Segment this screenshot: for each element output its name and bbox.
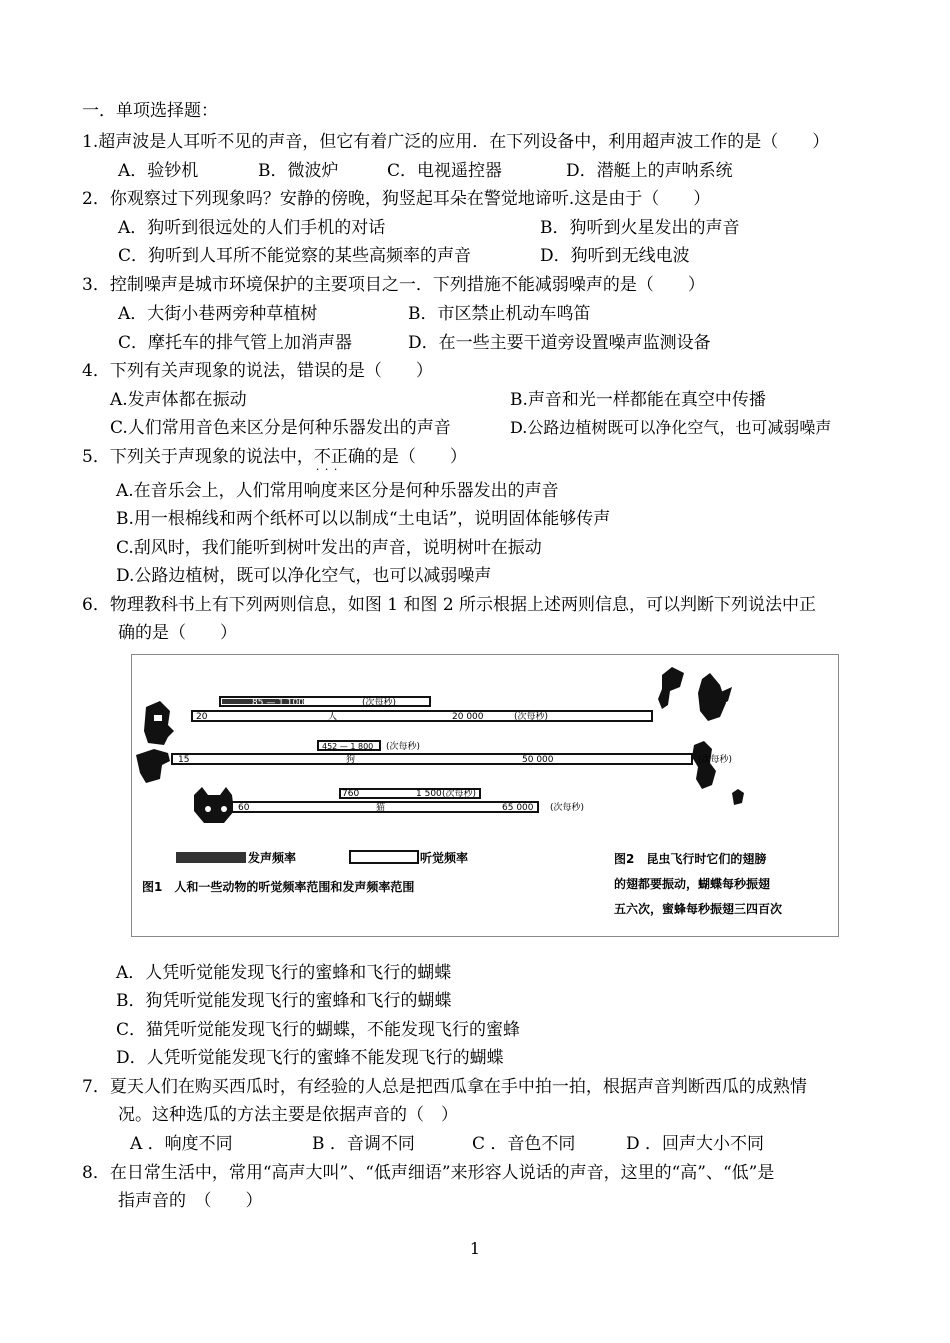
cat-hear-low: 60 <box>238 803 250 813</box>
fig2-caption-line2: 的翅都要振动，蝴蝶每秒振翅 <box>614 877 771 891</box>
question-8-stem-line2: 指声音的 （ ） <box>118 1191 263 1211</box>
q6-option-c: C．猫凭听觉能发现飞行的蝴蝶，不能发现飞行的蜜蜂 <box>116 1020 521 1040</box>
q2-option-b: B．狗听到火星发出的声音 <box>540 218 740 238</box>
human-hear-bar <box>192 711 652 721</box>
cat-icon <box>194 787 234 823</box>
fig2-caption-line1: 图2 昆虫飞行时它们的翅膀 <box>614 852 767 866</box>
legend-hear-swatch <box>350 851 418 863</box>
q3-option-c: C．摩托车的排气管上加消声器 <box>118 333 353 353</box>
human-label: 人 <box>328 712 338 722</box>
q5-option-b: B.用一根棉线和两个纸杯可以以制成“土电话”，说明固体能够传声 <box>116 509 611 529</box>
cat-emit-unit: (次每秒) <box>442 789 477 799</box>
q4-option-a: A.发声体都在振动 <box>110 390 247 410</box>
q1-option-d: D．潜艇上的声呐系统 <box>566 161 733 181</box>
q6-option-a: A．人凭听觉能发现飞行的蜜蜂和飞行的蝴蝶 <box>116 963 452 983</box>
dog-icon <box>136 749 170 783</box>
question-7-stem-line1: 7．夏天人们在购买西瓜时，有经验的人总是把西瓜拿在手中拍一拍，根据声音判断西瓜的成熟情 <box>82 1077 807 1097</box>
human-hear-high: 20 000 <box>452 712 484 722</box>
q7-option-a: A ．响度不同 <box>130 1134 233 1154</box>
question-1-stem: 1.超声波是人耳听不见的声音，但它有着广泛的应用．在下列设备中，利用超声波工作的是（ ） <box>82 132 830 152</box>
question-3-stem: 3．控制噪声是城市环境保护的主要项目之一．下列措施不能减弱噪声的是（ ） <box>82 275 705 295</box>
dog-emit-unit: (次每秒) <box>386 742 421 752</box>
q5-stem-after: 的是（ ） <box>364 447 467 467</box>
question-8-stem-line1: 8．在日常生活中，常用“高声大叫”、“低声细语”来形容人说话的声音，这里的“高”、“低”是 <box>82 1163 775 1183</box>
question-5-stem <box>82 446 467 468</box>
dog-emit-label: 452 — 1 800 <box>322 742 374 751</box>
q4-option-c: C.人们常用音色来区分是何种乐器发出的声音 <box>110 418 451 438</box>
question-4-stem: 4．下列有关声现象的说法，错误的是（ ） <box>82 361 433 381</box>
q7-option-b: B ．音调不同 <box>312 1134 415 1154</box>
dog-hear-low: 15 <box>178 755 190 765</box>
q6-option-d: D．人凭听觉能发现飞行的蜜蜂不能发现飞行的蝴蝶 <box>116 1048 504 1068</box>
dog-hear-unit: (次每秒) <box>698 755 733 765</box>
fig2-caption-line3: 五六次，蜜蜂每秒振翅三四百次 <box>614 902 783 916</box>
q4-option-d: D.公路边植树既可以净化空气，也可减弱噪声 <box>510 418 832 437</box>
q7-option-d: D ．回声大小不同 <box>626 1134 765 1154</box>
dog-label: 狗 <box>346 755 356 765</box>
q4-option-b: B.声音和光一样都能在真空中传播 <box>510 390 766 410</box>
q1-option-b: B．微波炉 <box>258 161 339 181</box>
cat-hear-unit: (次每秒) <box>550 803 585 813</box>
q5-stem-before: 5．下列关于声现象的说法中， <box>82 447 314 467</box>
bee-icon <box>692 741 744 805</box>
q5-option-c: C.刮风时，我们能听到树叶发出的声音，说明树叶在振动 <box>116 538 542 558</box>
cat-hear-high: 65 000 <box>502 803 534 813</box>
cat-label: 猫 <box>376 803 386 813</box>
legend-emit-swatch <box>176 852 246 863</box>
q2-option-d: D．狗听到无线电波 <box>540 246 690 266</box>
q7-option-c: C ．音色不同 <box>472 1134 576 1154</box>
fig1-caption: 图1 人和一些动物的听觉频率范围和发声频率范围 <box>142 880 415 894</box>
q6-option-b: B．狗凭听觉能发现飞行的蜜蜂和飞行的蝴蝶 <box>116 991 452 1011</box>
legend-emit-label: 发声频率 <box>248 851 297 865</box>
q1-option-a: A．验钞机 <box>118 161 199 181</box>
question-6-stem-line1: 6．物理教科书上有下列两则信息，如图 1 和图 2 所示根据上述两则信息，可以判断下列说法中正 <box>82 595 817 615</box>
question-2-stem: 2．你观察过下列现象吗？安静的傍晚，狗竖起耳朵在警觉地谛听.这是由于（ ） <box>82 189 711 209</box>
q1-option-c: C．电视遥控器 <box>387 161 503 181</box>
q5-stem-emphasis: 不正确 · · · <box>314 446 365 468</box>
q3-option-d: D．在一些主要干道旁设置噪声监测设备 <box>408 333 711 353</box>
q3-option-b: B．市区禁止机动车鸣笛 <box>408 304 591 324</box>
frequency-figure <box>131 654 839 937</box>
question-6-stem-line2: 确的是（ ） <box>118 623 237 643</box>
dog-hear-bar <box>172 754 692 764</box>
human-hear-low: 20 <box>196 712 208 722</box>
q2-option-c: C．狗听到人耳所不能觉察的某些高频率的声音 <box>118 246 472 266</box>
human-emit-unit: (次每秒) <box>362 698 397 708</box>
q5-option-a: A.在音乐会上，人们常用响度来区分是何种乐器发出的声音 <box>116 481 559 501</box>
q5-option-d: D.公路边植树，既可以净化空气，也可以减弱噪声 <box>116 566 492 586</box>
figure-drawing <box>132 655 838 936</box>
cat-emit-high: 1 500 <box>416 789 442 799</box>
section-title: 一．单项选择题： <box>82 101 218 121</box>
butterfly-icon <box>658 667 732 721</box>
question-7-stem-line2: 况。这种选瓜的方法主要是依据声音的（ ） <box>118 1105 458 1125</box>
human-emit-label: 85 — 1 100 <box>252 698 304 708</box>
q2-option-a: A．狗听到很远处的人们手机的对话 <box>118 218 386 238</box>
human-head-icon <box>144 701 174 745</box>
cat-emit-low: 760 <box>342 789 360 799</box>
q3-option-a: A．大街小巷两旁种草植树 <box>118 304 318 324</box>
legend-hear-label: 听觉频率 <box>420 851 469 865</box>
human-hear-unit: (次每秒) <box>514 712 549 722</box>
page-number: 1 <box>469 1239 481 1258</box>
dog-hear-high: 50 000 <box>522 755 554 765</box>
